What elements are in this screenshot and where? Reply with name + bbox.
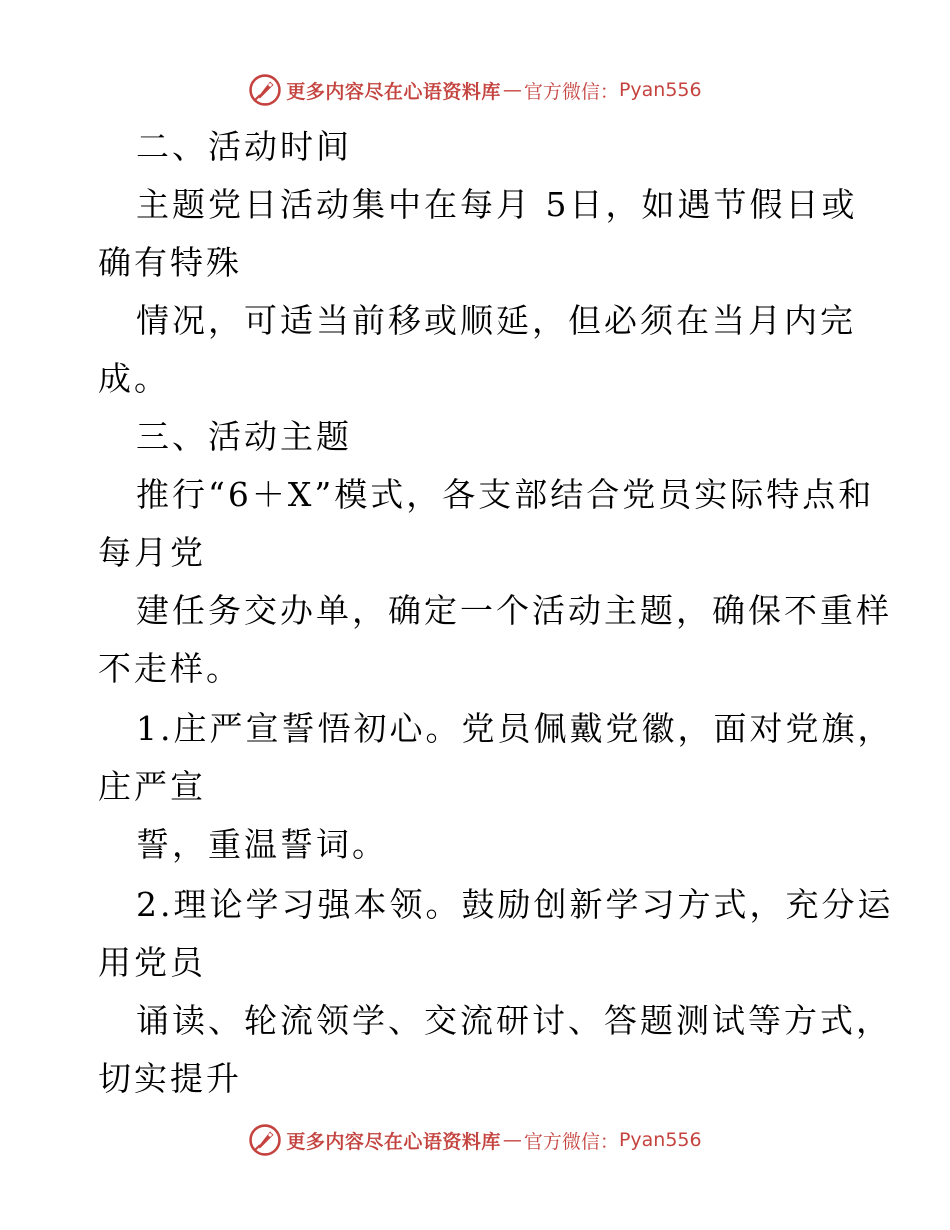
watermark-header <box>0 72 950 108</box>
paragraph-line: 情况，可适当前移或顺延，但必须在当月内完 <box>136 301 856 340</box>
list-item-line: 2.理论学习强本领。鼓励创新学习方式，充分运 <box>136 885 894 924</box>
watermark-wechat-id: Pyan556 <box>618 1129 702 1151</box>
paragraph-line: 誓，重温誓词。 <box>136 825 388 864</box>
watermark-main-text: 更多内容尽在心语资料库 <box>286 80 501 103</box>
pen-nib-icon <box>248 1123 282 1157</box>
section-heading-time: 二、活动时间 <box>136 127 352 166</box>
paragraph-line: 主题党日活动集中在每月 5日，如遇节假日或 <box>136 185 858 224</box>
watermark-separator: — <box>502 79 522 101</box>
paragraph-line: 确有特殊 <box>98 243 242 282</box>
paragraph-line: 推行“6＋X”模式，各支部结合党员实际特点和 <box>136 475 875 514</box>
paragraph-line: 建任务交办单，确定一个活动主题，确保不重样 <box>136 591 892 630</box>
section-heading-theme: 三、活动主题 <box>136 417 352 456</box>
watermark-main-text: 更多内容尽在心语资料库 <box>286 1130 501 1153</box>
watermark-wechat-label: 官方微信： <box>523 80 619 103</box>
paragraph-line: 庄严宣 <box>98 767 206 806</box>
paragraph-line: 不走样。 <box>98 649 242 688</box>
paragraph-line: 每月党 <box>98 533 206 572</box>
paragraph-line: 切实提升 <box>98 1059 242 1098</box>
paragraph-line: 诵读、轮流领学、交流研讨、答题测试等方式， <box>136 1001 892 1040</box>
pen-nib-icon <box>248 73 282 107</box>
watermark-wechat-id: Pyan556 <box>618 79 702 101</box>
paragraph-line: 用党员 <box>98 943 206 982</box>
watermark-wechat-label: 官方微信： <box>523 1130 619 1153</box>
watermark-footer <box>0 1122 950 1158</box>
list-item-line: 1.庄严宣誓悟初心。党员佩戴党徽，面对党旗， <box>136 709 894 748</box>
paragraph-line: 成。 <box>98 359 170 398</box>
watermark-separator: — <box>502 1129 522 1151</box>
